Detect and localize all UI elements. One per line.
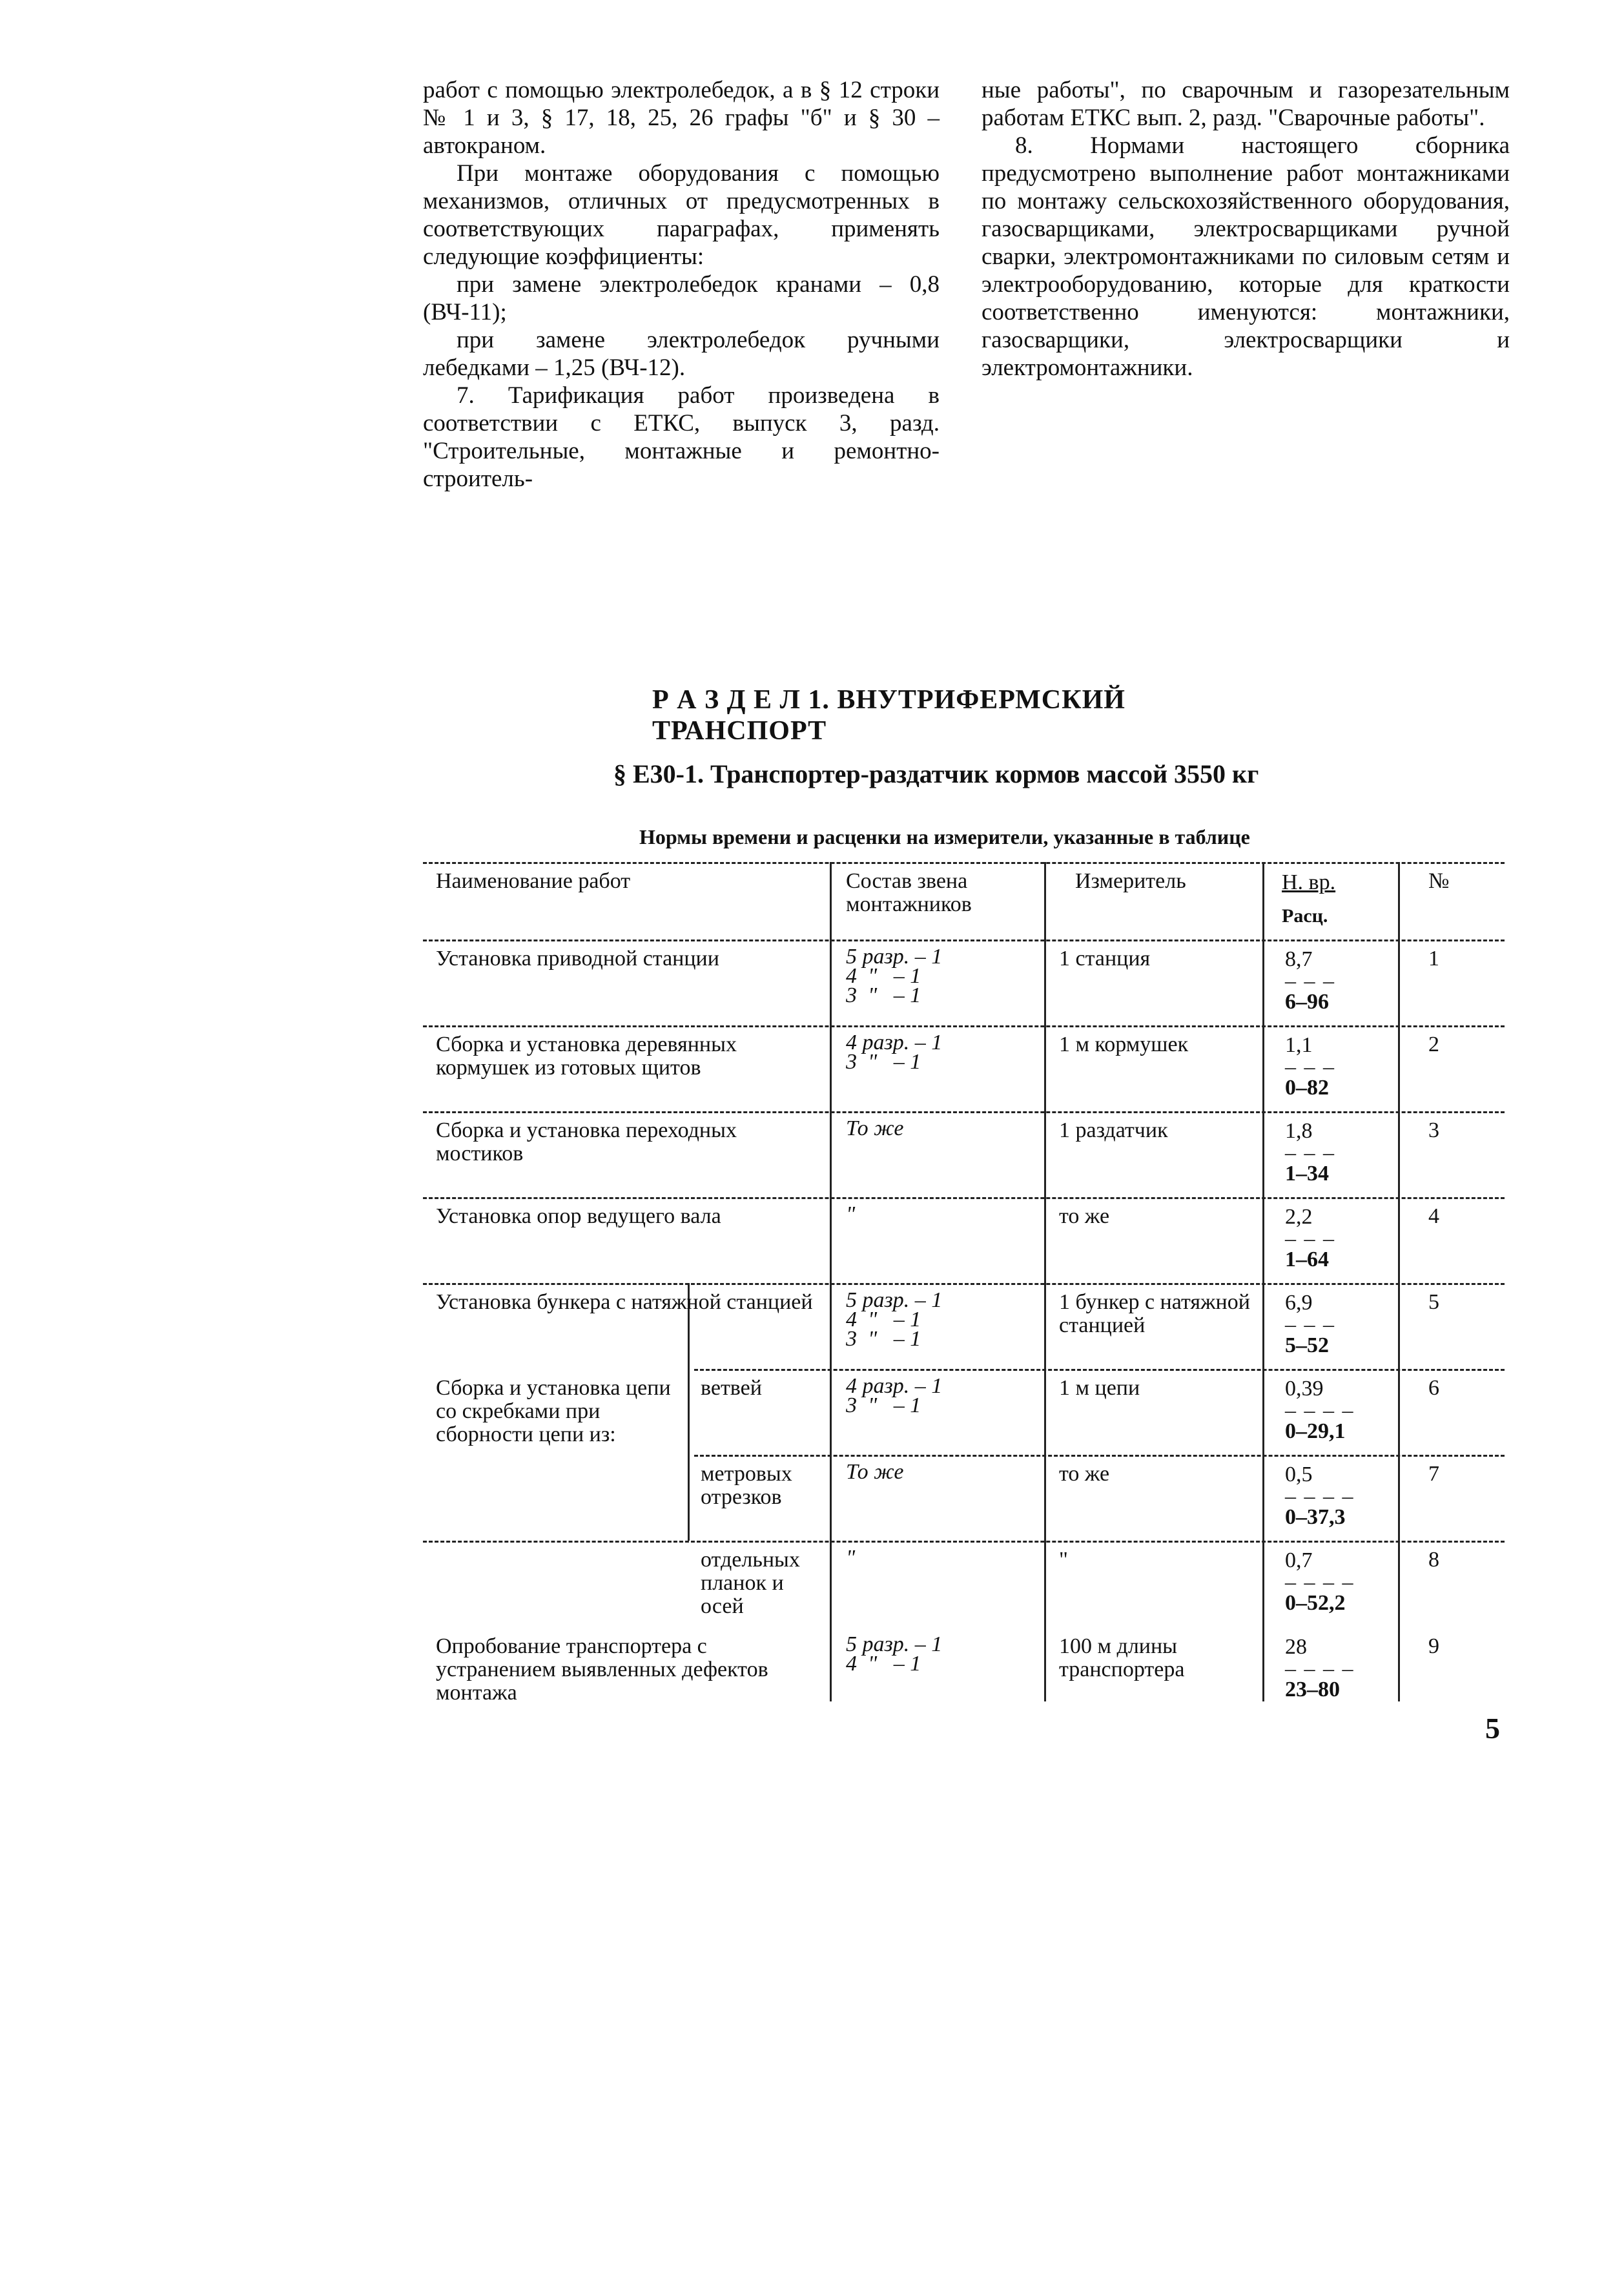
row-norm-price: 0–82 [1285, 1076, 1329, 1100]
row-unit: 1 станция [1059, 947, 1151, 971]
row-rule [423, 1025, 1505, 1027]
row-crew: 5 разр. – 1 4 " – 1 3 " – 1 [846, 945, 943, 1007]
row-norm-time: 0,5 [1285, 1463, 1313, 1486]
row-subname: ветвей [701, 1376, 762, 1400]
row-rule [423, 1111, 1505, 1113]
row-rule [423, 1541, 1505, 1543]
row-norm-bar: – – – – [1285, 1570, 1355, 1594]
column-rule [1398, 862, 1400, 1701]
row-norm-price: 0–29,1 [1285, 1419, 1346, 1443]
left-paragraph-5: 7. Тарификация работ произведена в соответствии с ЕТКС, выпуск 3, разд. "Строительные, монтажные и ремонтно-строитель- [423, 382, 940, 492]
row-norm-price: 0–37,3 [1285, 1505, 1346, 1529]
header-number: № [1428, 869, 1450, 893]
row-rule [423, 1283, 1505, 1285]
row-crew: То же [846, 1460, 904, 1484]
row-name: Установка опор ведущего вала [436, 1204, 721, 1228]
row-norm-price: 23–80 [1285, 1678, 1340, 1701]
header-norm-time: Н. вр. [1282, 870, 1336, 894]
row-number: 1 [1428, 947, 1439, 971]
row-name: Сборка и установка деревянных кормушек из готовых щитов [436, 1032, 737, 1080]
row-norm-bar: – – – [1285, 1227, 1335, 1251]
table-caption: Нормы времени и расценки на измерители, указанные в таблице [639, 825, 1250, 848]
left-paragraph-2: При монтаже оборудования с помощью механизмов, отличных от предусмотренных в соответствующих параграфах, применять следующие коэффициенты: [423, 160, 940, 270]
row-norm-time: 28 [1285, 1635, 1307, 1659]
row-name: Сборка и установка переходных мостиков [436, 1118, 737, 1166]
row-norm-bar: – – – [1285, 1055, 1335, 1079]
row-number: 6 [1428, 1376, 1439, 1400]
sub-row-rule [694, 1369, 1505, 1371]
column-rule [1044, 862, 1046, 1701]
left-paragraph-1: работ с помощью электролебедок, а в § 12 строки № 1 и 3, § 17, 18, 25, 26 графы "б" и § 30 – автокраном. [423, 77, 940, 159]
header-name: Наименование работ [436, 869, 631, 893]
row-crew: 5 разр. – 1 4 " – 1 3 " – 1 [846, 1288, 943, 1351]
left-paragraph-4: при замене электролебедок ручными лебедками – 1,25 (ВЧ-12). [423, 327, 940, 381]
row-number: 4 [1428, 1204, 1439, 1228]
row-norm-time: 1,1 [1285, 1033, 1313, 1057]
row-norm-time: 0,39 [1285, 1377, 1324, 1401]
row-unit: " [1059, 1548, 1068, 1572]
column-rule [1262, 862, 1264, 1701]
right-paragraph-2: 8. Нормами настоящего сборника предусмотрено выполнение работ монтажниками по монтажу сельскохозяйственного оборудования, газосварщиками, электросварщиками ручной сварки, электромонтажниками по силовым сетям и электрооборудованию, которые для краткости соответственно именуются: монтажники, газосварщики, электросварщики и электромонтажники. [982, 132, 1510, 381]
row-norm-price: 5–52 [1285, 1333, 1329, 1357]
page-number: 5 [1485, 1712, 1500, 1745]
row-norm-bar: – – – [1285, 969, 1335, 993]
subcolumn-rule [688, 1283, 690, 1541]
row-number: 7 [1428, 1462, 1439, 1486]
row-norm-price: 0–52,2 [1285, 1591, 1346, 1615]
row-number: 5 [1428, 1290, 1439, 1314]
row-norm-bar: – – – – [1285, 1399, 1355, 1422]
row-unit: то же [1059, 1204, 1110, 1228]
row-norm-price: 1–34 [1285, 1162, 1329, 1186]
row-norm-time: 6,9 [1285, 1291, 1313, 1315]
row-name: Установка бункера с натяжной станцией [436, 1290, 813, 1314]
row-crew: " [846, 1202, 856, 1226]
left-text-column [423, 76, 940, 493]
row-number: 3 [1428, 1118, 1439, 1142]
row-crew: 4 разр. – 1 3 " – 1 [846, 1031, 943, 1074]
left-paragraph-3: при замене электролебедок кранами – 0,8 (ВЧ-11); [423, 271, 940, 325]
header-norm-price: Расц. [1282, 905, 1328, 927]
row-norm-bar: – – – [1285, 1313, 1335, 1337]
header-crew: Состав звена монтажников [846, 869, 972, 916]
row-norm-price: 6–96 [1285, 990, 1329, 1014]
row-unit: то же [1059, 1462, 1110, 1486]
header-bottom-rule [423, 940, 1505, 941]
section-title: Р А З Д Е Л 1. ВНУТРИФЕРМСКИЙ ТРАНСПОРТ [652, 685, 1125, 746]
row-norm-price: 1–64 [1285, 1248, 1329, 1271]
row-crew: " [846, 1546, 856, 1570]
row-unit: 1 м кормушек [1059, 1032, 1189, 1056]
row-name: Сборка и установка цепи со скребками при сборности цепи из: [436, 1376, 671, 1446]
row-norm-time: 8,7 [1285, 947, 1313, 971]
column-rule [830, 862, 832, 1701]
row-crew: 4 разр. – 1 3 " – 1 [846, 1374, 943, 1417]
row-norm-bar: – – – – [1285, 1657, 1355, 1681]
row-norm-bar: – – – [1285, 1141, 1335, 1165]
table-top-rule [423, 862, 1505, 864]
row-number: 2 [1428, 1032, 1439, 1056]
row-norm-bar: – – – – [1285, 1484, 1355, 1508]
row-unit: 1 бункер с натяжной станцией [1059, 1290, 1250, 1337]
paragraph-title: § Е30-1. Транспортер-раздатчик кормов массой 3550 кг [613, 759, 1259, 788]
right-text-column [982, 76, 1510, 382]
row-number: 8 [1428, 1548, 1439, 1572]
row-crew: 5 разр. – 1 4 " – 1 [846, 1632, 943, 1676]
row-subname: метровых отрезков [701, 1462, 792, 1509]
row-norm-time: 0,7 [1285, 1548, 1313, 1572]
row-unit: 100 м длины транспортера [1059, 1634, 1185, 1681]
row-unit: 1 раздатчик [1059, 1118, 1168, 1142]
header-unit: Измеритель [1075, 869, 1186, 893]
row-subname: отдельных планок и осей [701, 1548, 800, 1618]
row-rule [423, 1197, 1505, 1199]
sub-row-rule [694, 1455, 1505, 1457]
row-norm-time: 1,8 [1285, 1119, 1313, 1143]
row-crew: То же [846, 1116, 904, 1140]
row-name: Установка приводной станции [436, 947, 719, 971]
row-norm-time: 2,2 [1285, 1205, 1313, 1229]
right-paragraph-1: ные работы", по сварочным и газорезательным работам ЕТКС вып. 2, разд. "Сварочные работы". [982, 77, 1510, 131]
row-name: Опробование транспортера с устранением выявленных дефектов монтажа [436, 1634, 768, 1705]
row-unit: 1 м цепи [1059, 1376, 1140, 1400]
row-number: 9 [1428, 1634, 1439, 1658]
